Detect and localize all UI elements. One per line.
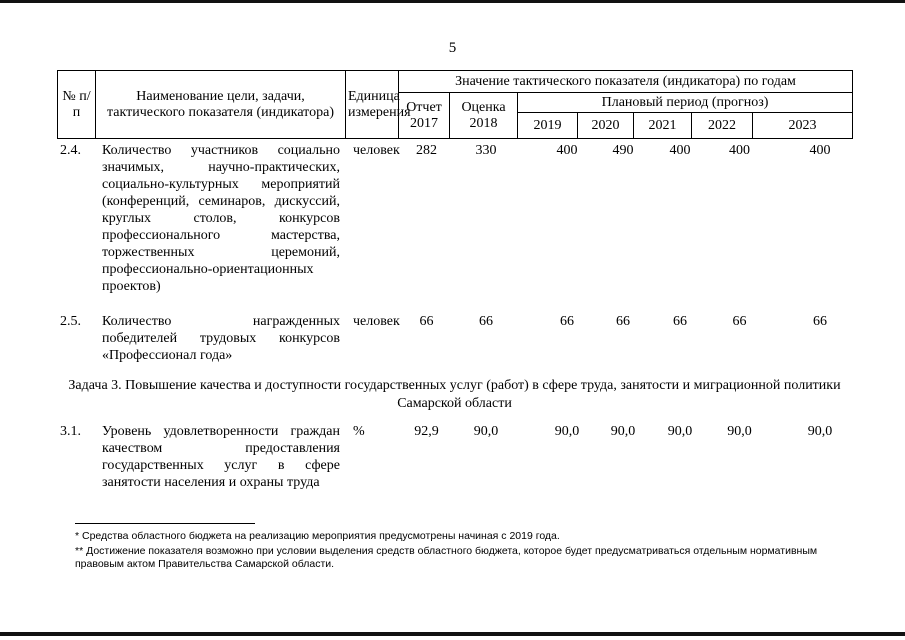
header-year: 2023 [753,113,853,139]
header-estimate: Оценка 2018 [450,93,518,139]
row-unit: человек [353,314,400,329]
row-value: 66 [616,314,630,329]
row-value: 66 [732,314,747,329]
footnote: ** Достижение показателя возможно при условии выделения средств областного бюджета, которое будет предусматриваться отдельным нормативным правовым актом Правительства Самарской области. [75,545,818,570]
row-value: 282 [416,143,437,158]
row-value: 90,0 [727,424,752,439]
header-num: № п/п [58,71,96,139]
header-values: Значение тактического показателя (индикатора) по годам [399,71,853,93]
row-value: 490 [612,143,634,158]
header-year: 2019 [518,113,578,139]
indicator-table-header [57,70,853,139]
scan-top-edge [0,0,905,3]
header-unit: Единица измерения [346,71,399,139]
row-value: 90,0 [807,424,833,439]
footnote-rule [75,523,255,524]
header-year: 2020 [578,113,634,139]
row-value: 90,0 [554,424,580,439]
row-value: 330 [475,143,497,158]
page-number: 5 [448,40,457,56]
row-value: 90,0 [610,424,636,439]
row-name: Уровень удовлетворенности граждан качеством предоставления государственных услуг в сфере занятости населения и охраны труда [102,424,340,490]
footnote: * Средства областного бюджета на реализацию мероприятия предусмотрены начиная с 2019 года. [75,530,560,542]
row-value: 66 [419,314,434,329]
row-name: Количество награжденных победителей трудовых конкурсов «Профессионал года» [102,314,340,363]
row-value: 66 [479,314,493,329]
row-value: 400 [809,143,831,158]
row-value: 66 [813,314,827,329]
row-value: 400 [669,143,691,158]
row-value: 90,0 [473,424,499,439]
row-num: 2.4. [60,143,81,158]
header-report: Отчет 2017 [399,93,450,139]
scan-bottom-edge [0,632,905,636]
row-name: Количество участников социально значимых, научно-практических, социально-культурных мероприятий (конференций, семинаров, дискуссий, круглых столов, конкурсов профессионального мастерства, торжественных церемоний, профессионально-ориентационных проектов) [102,143,340,294]
row-unit: человек [353,143,400,158]
row-value: 92,9 [414,424,439,439]
row-value: 66 [673,314,687,329]
row-value: 90,0 [667,424,693,439]
header-name: Наименование цели, задачи, тактического показателя (индикатора) [96,71,346,139]
header-year: 2022 [692,113,753,139]
row-value: 400 [729,143,750,158]
row-num: 3.1. [60,424,81,439]
row-value: 66 [560,314,574,329]
header-year: 2021 [634,113,692,139]
header-plan: Плановый период (прогноз) [518,93,853,113]
task-heading: Задача 3. Повышение качества и доступности государственных услуг (работ) в сфере труда, занятости и миграционной политики Самарской области [68,378,841,411]
row-unit: % [353,424,365,439]
row-num: 2.5. [60,314,81,329]
row-value: 400 [556,143,578,158]
